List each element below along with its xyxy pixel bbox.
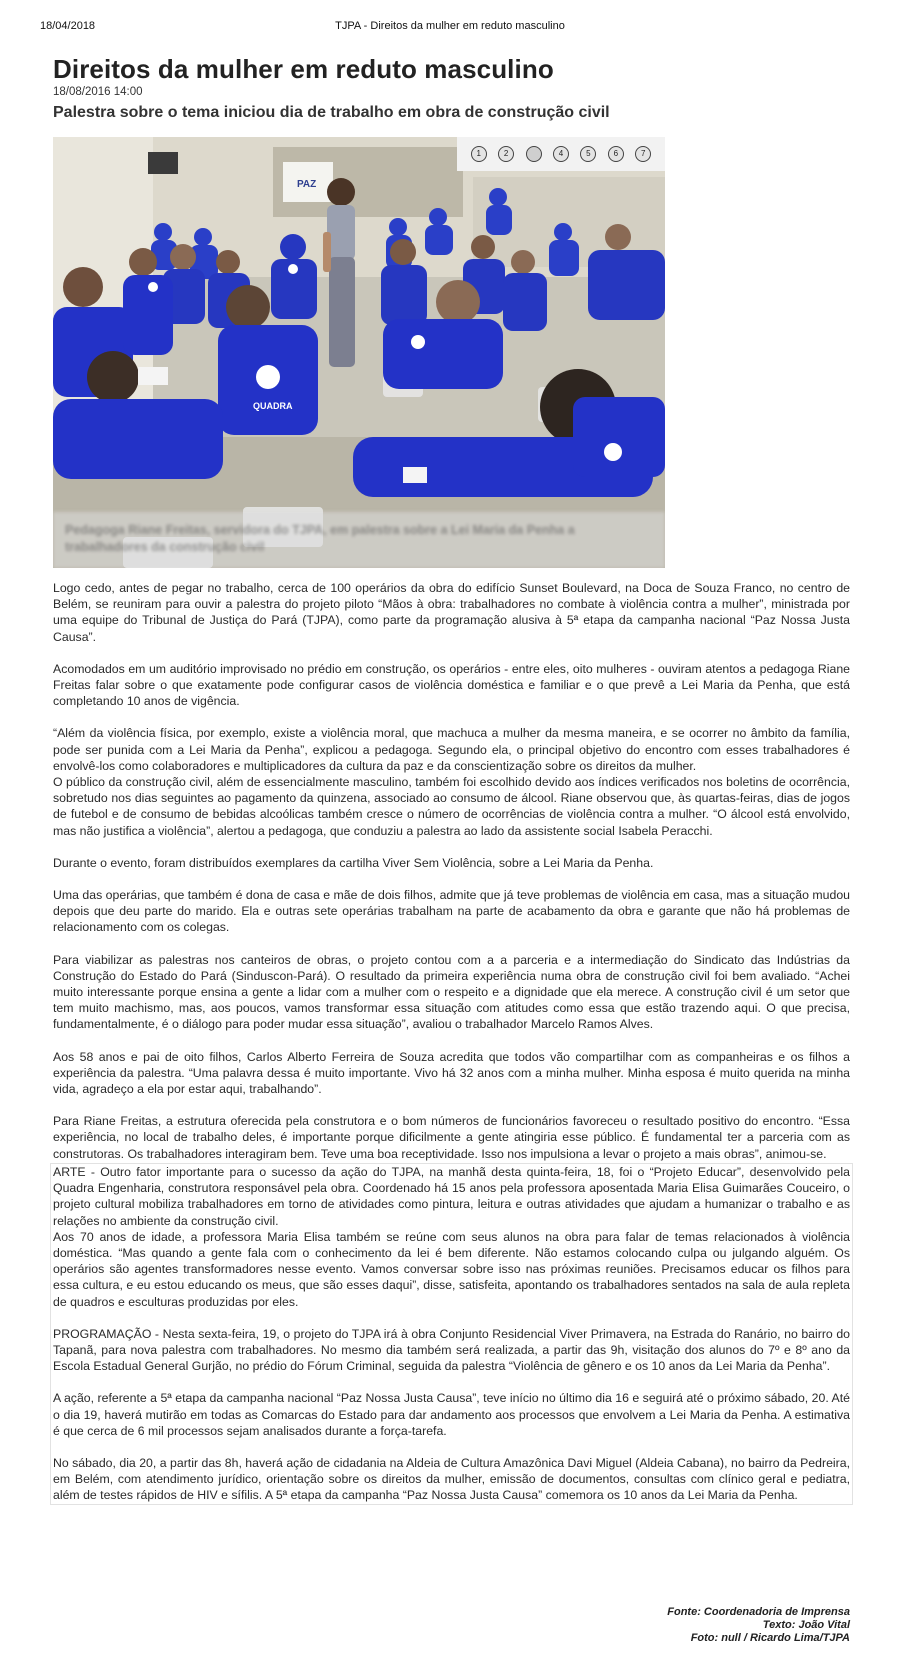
- print-date: 18/04/2018: [40, 20, 96, 32]
- paragraph: Durante o evento, foram distribuídos exemplares da cartilha Viver Sem Violência, sobre a Lei Maria da Penha.: [53, 855, 654, 870]
- article-body: [53, 580, 850, 1521]
- paragraph: PROGRAMAÇÃO - Nesta sexta-feira, 19, o projeto do TJPA irá à obra Conjunto Residencial Viver Primavera, na Estrada do Ranário, no bairro do Tapanã, para nova palestra com trabalhadores. No mesmo dia também será realizada, a partir das 9h, visitação dos alunos do 7º e 8º ano da Escola Estadual General Gurjão, no prédio do Fórum Criminal, seguida da palestra “Violência de gênero e os 10 anos da Lei Maria da Penha”.: [53, 1326, 850, 1374]
- article-subtitle: Palestra sobre o tema iniciou dia de trabalho em obra de construção civil: [53, 104, 610, 121]
- paragraph: Para Riane Freitas, a estrutura oferecida pela construtora e o bom números de funcionários favoreceu o resultado positivo do encontro. “Essa experiência, no local de trabalho deles, é importante porque dificilmente a gente atingiria esse público. É fundamental ter a parceria com as construtoras. Os trabalhadores interagiram bem. Teve uma boa receptividade. Isso nos impulsiona a levar o projeto a mais obras”, animou-se.: [53, 1114, 850, 1161]
- arte-section: [50, 1163, 853, 1505]
- credit-source: Fonte: Coordenadoria de Imprensa: [667, 1606, 850, 1618]
- paragraph: Logo cedo, antes de pegar no trabalho, cerca de 100 operários da obra do edifício Sunset Boulevard, na Doca de Souza Franco, no centro de Belém, se reuniram para ouvir a palestra do projeto piloto “Mãos à obra: trabalhadores no combate à violência contra a mulher”, ministrada por uma equipe do Tribunal de Justiça do Pará (TJPA), como parte da programação alusiva à 5ª etapa da campanha nacional “Paz Nossa Justa Causa”.: [53, 581, 850, 644]
- paragraph: Acomodados em um auditório improvisado no prédio em construção, os operários - entre eles, oito mulheres - ouviram atentos a pedagoga Riane Freitas falar sobre o que exatamente pode configurar casos de violência doméstica e familiar e o que prevê a Lei Maria da Penha, que está completando 10 anos de vigência.: [53, 661, 850, 709]
- paragraph: No sábado, dia 20, a partir das 8h, haverá ação de cidadania na Aldeia de Cultura Amazônica Davi Miguel (Aldeia Cabana), no bairro da Pedreira, em Belém, com atendimento jurídico, orientação sobre os direitos da mulher, emissão de documentos, consultas com clínico geral e pediatra, além de testes rápidos de HIV e sífilis. A 5ª etapa da campanha “Paz Nossa Justa Causa” comemora os 10 anos da Lei Maria da Penha.: [53, 1455, 850, 1503]
- article-credits: [667, 1606, 850, 1645]
- print-header: [40, 20, 860, 36]
- paragraph: Para viabilizar as palestras nos canteiros de obras, o projeto contou com a a parceria e a intermediação do Sindicato das Indústrias da Construção do Estado do Pará (Sinduscon-Pará). O resultado da primeira experiência numa obra de construção civil foi bem avaliado. “Achei muito interessante porque ensina a gente a lidar com a mulher com o respeito e a dignidade que ela merece. A construção civil é um setor que tem muito machismo, mas, aos poucos, vamos transformar essa situação com atitudes como essa que estão trazendo aqui. O que precisa, fundamentalmente, é o diálogo para poder mudar essa situação”, avaliou o trabalhador Marcelo Ramos Alves.: [53, 952, 850, 1032]
- wall-banner: PAZ: [297, 179, 317, 190]
- article-title: Direitos da mulher em reduto masculino: [53, 54, 554, 84]
- photo-gallery[interactable]: [53, 137, 665, 568]
- gallery-page-7[interactable]: 7: [635, 146, 651, 162]
- paragraph: “Além da violência física, por exemplo, existe a violência moral, que machuca a mulher da mesma maneira, e se ocorrer no âmbito da família, pode ser punida com a Lei Maria da Penha”, explicou a pedagoga. Segundo ela, o principal objetivo do encontro com esses trabalhadores é envolvê-los como colaboradores e multiplicadores da cultura da paz e da conscientização sobre os direitos da mulher.: [53, 726, 850, 773]
- gallery-page-1[interactable]: 1: [471, 146, 487, 162]
- shirt-logo: QUADRA: [253, 401, 293, 411]
- gallery-page-4[interactable]: 4: [553, 146, 569, 162]
- print-title: TJPA - Direitos da mulher em reduto masculino: [335, 20, 565, 32]
- gallery-page-2[interactable]: 2: [498, 146, 514, 162]
- credit-photo: Foto: null / Ricardo Lima/TJPA: [690, 1632, 850, 1644]
- gallery-photo: [53, 137, 665, 568]
- credit-text: Texto: João Vital: [762, 1619, 850, 1631]
- gallery-page-5[interactable]: 5: [580, 146, 596, 162]
- paragraph: Aos 70 anos de idade, a professora Maria Elisa também se reúne com seus alunos na obra para falar de temas relacionados à violência doméstica. “Mas quando a gente fala com o conhecimento da lei é bem diferente. Não estamos colocando culpa ou julgando alguém. Os operários são agentes transformadores nesse evento. Vamos conversar sobre isso nas próximas reuniões. Precisamos educar os filhos para essa cultura, e eu estou educando os meus, que são esses daqui”, disse, satisfeita, apontando os trabalhadores sentados na sala de aula repleta de quadros e esculturas produzidas por eles.: [53, 1229, 850, 1309]
- paragraph: Aos 58 anos e pai de oito filhos, Carlos Alberto Ferreira de Souza acredita que todos vão compartilhar com as companheiras e os filhos a experiência da palestra. “Uma palavra dessa é muito importante. Vivo há 32 anos com a minha mulher. Minha esposa é muito querida na minha vida, agradeço a ela por estar aqui, trabalhando”.: [53, 1049, 850, 1097]
- gallery-pager: [457, 137, 665, 171]
- paragraph: O público da construção civil, além de essencialmente masculino, também foi escolhido devido aos índices verificados nos boletins de ocorrência, sobretudo nos dias seguintes ao pagamento da quinzena, associado ao consumo de álcool. Riane observou que, às quartas-feiras, dias de jogos de futebol e de consumo de bebidas alcoólicas também cresce o número de ocorrências de violência contra a mulher. “O álcool está envolvido, mas não justifica a violência”, alertou a pedagoga, que conduziu a palestra ao lado da assistente social Isabela Peracchi.: [53, 775, 850, 838]
- gallery-page-3[interactable]: [526, 146, 542, 162]
- article-header: [53, 54, 850, 123]
- paragraph: Uma das operárias, que também é dona de casa e mãe de dois filhos, admite que já teve problemas de violência em casa, mas a situação mudou depois que deu parte do marido. Ela e outras sete operárias trabalham na parte de acabamento da obra e garante que não há problemas de relacionamento com os colegas.: [53, 888, 850, 935]
- paragraph: A ação, referente a 5ª etapa da campanha nacional “Paz Nossa Justa Causa”, teve início no último dia 16 e seguirá até o próximo sábado, 20. Até o dia 19, haverá mutirão em todas as Comarcas do Estado para dar andamento aos processos que envolvem a Lei Maria da Penha. A estimativa é que cerca de 6 mil processos sejam analisados durante a força-tarefa.: [53, 1391, 850, 1438]
- gallery-page-6[interactable]: 6: [608, 146, 624, 162]
- paragraph: ARTE - Outro fator importante para o sucesso da ação do TJPA, na manhã desta quinta-feira, 18, foi o “Projeto Educar”, desenvolvido pela Quadra Engenharia, construtora responsável pela obra. Coordenado há 15 anos pela professora aposentada Maria Elisa Guimarães Couceiro, o projeto cultural mobiliza trabalhadores em torno de atividades como pintura, leitura e outras atividades que ajudam a humanizar o trabalho e as relações no ambiente da construção civil.: [53, 1164, 850, 1228]
- posted-date: 18/08/2016 14:00: [53, 86, 143, 98]
- photo-caption: Pedagoga Riane Freitas, servidora do TJPA, em palestra sobre a Lei Maria da Penha a trabalhadores da construção civil: [53, 512, 665, 568]
